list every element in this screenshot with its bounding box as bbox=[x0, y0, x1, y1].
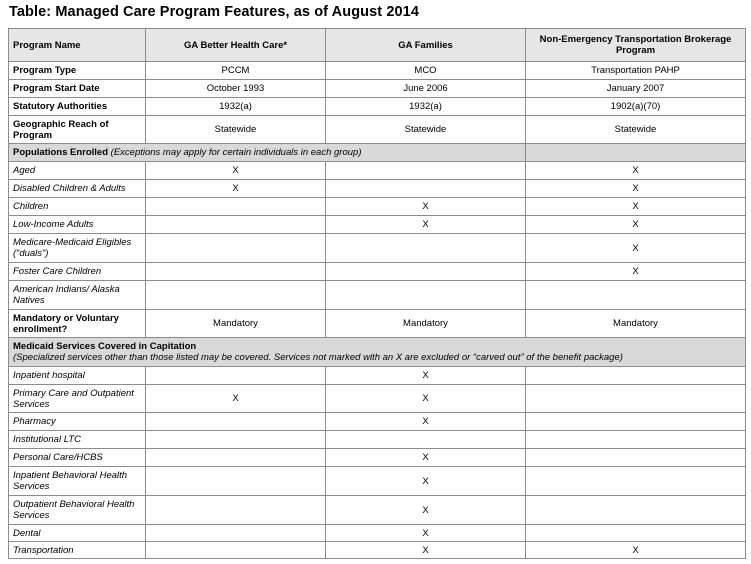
managed-care-table bbox=[8, 28, 746, 559]
table-cell: January 2007 bbox=[526, 80, 746, 98]
table-cell: 1932(a) bbox=[146, 98, 326, 116]
header-ga-better-health-care: GA Better Health Care* bbox=[146, 29, 326, 62]
table-cell: X bbox=[526, 162, 746, 180]
row-label: Program Start Date bbox=[9, 80, 146, 98]
table-cell bbox=[526, 367, 746, 385]
table-cell: Statewide bbox=[526, 116, 746, 144]
table-row bbox=[9, 467, 746, 496]
table-cell: X bbox=[326, 367, 526, 385]
table-cell: X bbox=[526, 263, 746, 281]
section-title: Medicaid Services Covered in Capitation bbox=[13, 341, 197, 352]
table-cell bbox=[146, 525, 326, 542]
table-cell: X bbox=[146, 180, 326, 198]
header-ga-families: GA Families bbox=[326, 29, 526, 62]
header-net-brokerage-program: Non-Emergency Transportation Brokerage Program bbox=[526, 29, 746, 62]
table-cell: X bbox=[326, 198, 526, 216]
table-cell bbox=[146, 413, 326, 431]
section-title: Populations Enrolled bbox=[13, 147, 109, 158]
table-cell: X bbox=[146, 385, 326, 413]
table-cell bbox=[146, 234, 326, 263]
table-cell bbox=[526, 431, 746, 449]
table-row bbox=[9, 263, 746, 281]
table-cell: Mandatory bbox=[326, 310, 526, 338]
row-label: Disabled Children & Adults bbox=[9, 180, 146, 198]
table-cell: X bbox=[146, 162, 326, 180]
table-cell: X bbox=[326, 449, 526, 467]
row-label: Low-Income Adults bbox=[9, 216, 146, 234]
table-header-row bbox=[9, 29, 746, 62]
row-label: Primary Care and Outpatient Services bbox=[9, 385, 146, 413]
table-row bbox=[9, 413, 746, 431]
table-cell bbox=[146, 449, 326, 467]
row-label: Inpatient Behavioral Health Services bbox=[9, 467, 146, 496]
table-cell bbox=[326, 234, 526, 263]
table-cell: X bbox=[526, 234, 746, 263]
table-row-enrollment bbox=[9, 310, 746, 338]
table-cell: MCO bbox=[326, 62, 526, 80]
section-heading bbox=[9, 338, 746, 367]
row-label: Inpatient hospital bbox=[9, 367, 146, 385]
table-cell bbox=[526, 467, 746, 496]
table-cell: X bbox=[526, 542, 746, 559]
table-cell: Statewide bbox=[146, 116, 326, 144]
table-cell: June 2006 bbox=[326, 80, 526, 98]
table-cell bbox=[146, 198, 326, 216]
table-row bbox=[9, 62, 746, 80]
table-cell: X bbox=[326, 413, 526, 431]
table-row bbox=[9, 496, 746, 525]
table-cell bbox=[146, 431, 326, 449]
table-cell bbox=[326, 180, 526, 198]
table-cell: 1902(a)(70) bbox=[526, 98, 746, 116]
table-cell bbox=[526, 281, 746, 310]
header-program-name: Program Name bbox=[9, 29, 146, 62]
table-row bbox=[9, 542, 746, 559]
table-row bbox=[9, 281, 746, 310]
table-cell bbox=[526, 413, 746, 431]
table-cell bbox=[326, 431, 526, 449]
table-cell: X bbox=[326, 216, 526, 234]
table-cell bbox=[526, 385, 746, 413]
table-cell: X bbox=[526, 216, 746, 234]
table-cell bbox=[326, 281, 526, 310]
row-label: Foster Care Children bbox=[9, 263, 146, 281]
row-label: Children bbox=[9, 198, 146, 216]
table-cell bbox=[326, 162, 526, 180]
row-label: Statutory Authorities bbox=[9, 98, 146, 116]
table-cell bbox=[146, 542, 326, 559]
table-cell bbox=[526, 525, 746, 542]
table-cell: X bbox=[326, 525, 526, 542]
table-title: Table: Managed Care Program Features, as of August 2014 bbox=[9, 4, 420, 20]
row-label: Outpatient Behavioral Health Services bbox=[9, 496, 146, 525]
table-row bbox=[9, 80, 746, 98]
section-note: (Specialized services other than those listed may be covered. Services not marked with an X are excluded or “carved out” of the benefit package) bbox=[13, 352, 623, 363]
table-cell: X bbox=[526, 180, 746, 198]
row-label: Aged bbox=[9, 162, 146, 180]
table-cell: PCCM bbox=[146, 62, 326, 80]
table-cell bbox=[326, 263, 526, 281]
table-row bbox=[9, 449, 746, 467]
table-cell: 1932(a) bbox=[326, 98, 526, 116]
table-cell: X bbox=[326, 496, 526, 525]
table-row bbox=[9, 385, 746, 413]
row-label: American Indians/ Alaska Natives bbox=[9, 281, 146, 310]
section-header-populations bbox=[9, 144, 746, 162]
row-label: Pharmacy bbox=[9, 413, 146, 431]
row-label: Medicare-Medicaid Eligibles (“duals”) bbox=[9, 234, 146, 263]
table-cell bbox=[146, 281, 326, 310]
row-label: Transportation bbox=[9, 542, 146, 559]
table-cell bbox=[146, 216, 326, 234]
table-cell bbox=[526, 449, 746, 467]
table-row bbox=[9, 431, 746, 449]
table-row bbox=[9, 234, 746, 263]
table-row bbox=[9, 116, 746, 144]
table-row bbox=[9, 216, 746, 234]
table-row bbox=[9, 98, 746, 116]
table-cell bbox=[146, 496, 326, 525]
table-cell: Mandatory bbox=[526, 310, 746, 338]
table-row bbox=[9, 180, 746, 198]
table-cell bbox=[146, 263, 326, 281]
row-label: Geographic Reach of Program bbox=[9, 116, 146, 144]
table-cell: Statewide bbox=[326, 116, 526, 144]
table-row bbox=[9, 525, 746, 542]
table-cell bbox=[526, 144, 746, 162]
row-label: Program Type bbox=[9, 62, 146, 80]
section-heading bbox=[9, 144, 526, 162]
row-label: Dental bbox=[9, 525, 146, 542]
table-cell: Mandatory bbox=[146, 310, 326, 338]
table-row bbox=[9, 162, 746, 180]
table-cell: X bbox=[326, 467, 526, 496]
table-cell: October 1993 bbox=[146, 80, 326, 98]
table-cell: Transportation PAHP bbox=[526, 62, 746, 80]
section-header-services bbox=[9, 338, 746, 367]
table-cell: X bbox=[326, 542, 526, 559]
table-cell: X bbox=[326, 385, 526, 413]
row-label: Mandatory or Voluntary enrollment? bbox=[9, 310, 146, 338]
table-cell: X bbox=[526, 198, 746, 216]
table-row bbox=[9, 198, 746, 216]
table-cell bbox=[146, 467, 326, 496]
table-row bbox=[9, 367, 746, 385]
table-cell bbox=[146, 367, 326, 385]
row-label: Institutional LTC bbox=[9, 431, 146, 449]
row-label: Personal Care/HCBS bbox=[9, 449, 146, 467]
table-cell bbox=[526, 496, 746, 525]
section-note: (Exceptions may apply for certain individuals in each group) bbox=[110, 147, 362, 158]
